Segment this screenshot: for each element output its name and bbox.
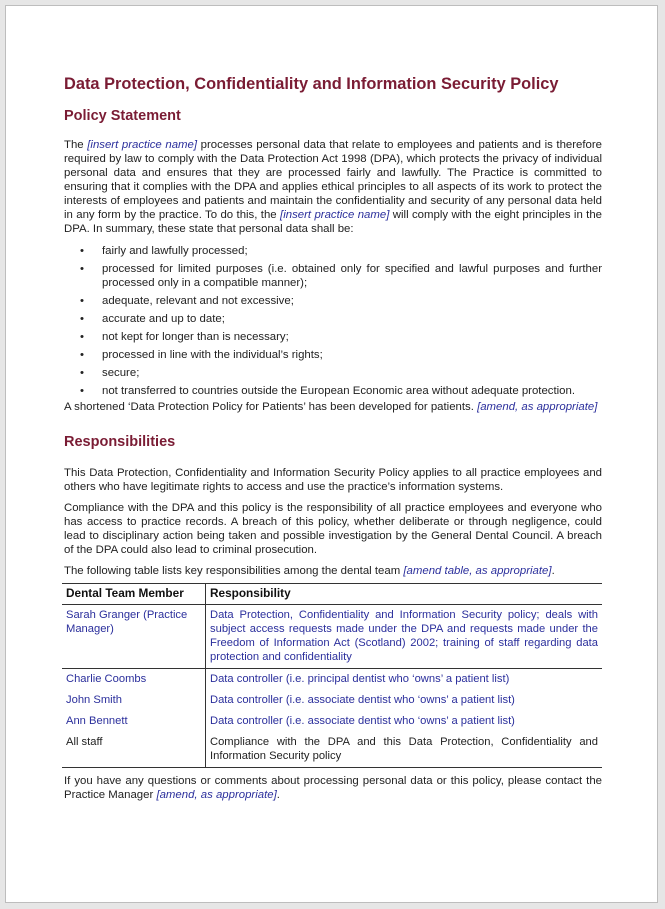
table-intro-paragraph: [64, 564, 602, 578]
member-cell: John Smith: [62, 690, 206, 711]
list-item: • processed for limited purposes (i.e. obtained only for specified and lawful purposes and further processed only in a compatible manner);: [102, 262, 602, 290]
closing-text: If you have any questions or comments about processing personal data or this policy, please contact the Practice Manager: [64, 775, 602, 801]
table-intro-text: The following table lists key responsibilities among the dental team: [64, 565, 404, 577]
period: .: [276, 789, 280, 801]
table-row: [62, 690, 602, 711]
list-item: • not transferred to countries outside the European Economic area without adequate protection.: [102, 384, 602, 398]
intro-text-2: processes personal data that relate to employees and patients and is therefore required by law to comply with the Data Protection Act 1998 (DPA), which protects the privacy of individual personal data and ensures that they are processed fairly and lawfully. The Practice is committed to ensuring that it complies with the DPA and applies ethical principles to all aspects of its work to protect the interests of employees and patients and maintain the confidentiality and security of any personal data held in any form by the practice. To do this, the: [64, 139, 602, 221]
responsibilities-paragraph-1: This Data Protection, Confidentiality and Information Security Policy applies to all practice employees and others who have legitimate rights to access and use the practice’s information systems.: [64, 467, 602, 493]
responsibility-cell: Data controller (i.e. associate dentist who ‘owns’ a patient list): [210, 694, 515, 706]
member-cell: Charlie Coombs: [62, 669, 206, 691]
responsibility-cell: Data controller (i.e. principal dentist who ‘owns’ a patient list): [210, 673, 510, 685]
list-item: • fairly and lawfully processed;: [102, 244, 602, 258]
shortened-policy-paragraph: [64, 400, 602, 414]
responsibilities-heading: Responsibilities: [64, 434, 176, 450]
document-title: Data Protection, Confidentiality and Information Security Policy: [64, 75, 559, 93]
amend-placeholder: [amend, as appropriate]: [156, 789, 277, 801]
table-header-row: [62, 584, 602, 605]
column-header-responsibility: Responsibility: [206, 584, 603, 605]
document-page: [5, 5, 658, 903]
list-item: • adequate, relevant and not excessive;: [102, 294, 602, 308]
practice-name-placeholder: [insert practice name]: [280, 209, 390, 221]
member-cell: All staff: [62, 732, 206, 768]
responsibilities-paragraph-2: Compliance with the DPA and this policy is the responsibility of all practice employees and everyone who has access to practice records. A breach of this policy, whether deliberate or through negligence, could lead to disciplinary action being taken and possible investigation by the General Dental Council. A breach of the DPA could also lead to criminal prosecution.: [64, 502, 602, 556]
list-item: • secure;: [102, 366, 602, 380]
responsibility-cell: Data controller (i.e. associate dentist who ‘owns’ a patient list): [210, 715, 515, 727]
table-row: [62, 732, 602, 768]
list-item: • processed in line with the individual’s rights;: [102, 348, 602, 362]
table-row: [62, 711, 602, 732]
list-item: • not kept for longer than is necessary;: [102, 330, 602, 344]
table-row: [62, 669, 602, 691]
policy-statement-heading: Policy Statement: [64, 108, 181, 124]
table-row: [62, 605, 602, 669]
responsibilities-table: [62, 583, 602, 768]
closing-paragraph: [64, 774, 602, 802]
period: .: [551, 565, 555, 577]
practice-name-placeholder: [insert practice name]: [87, 139, 198, 151]
shortened-text: A shortened ‘Data Protection Policy for Patients’ has been developed for patients.: [64, 401, 478, 413]
intro-paragraph: [64, 138, 602, 236]
document-content: [64, 72, 602, 802]
amend-placeholder: [amend table, as appropriate]: [403, 565, 552, 577]
intro-text-1: The: [64, 139, 88, 151]
column-header-member: Dental Team Member: [62, 584, 206, 605]
responsibility-cell: Compliance with the DPA and this Data Protection, Confidentiality and Information Security policy: [206, 732, 603, 768]
list-item: • accurate and up to date;: [102, 312, 602, 326]
amend-placeholder: [amend, as appropriate]: [477, 401, 598, 413]
principles-list: [64, 244, 602, 398]
responsibility-cell: Data Protection, Confidentiality and Information Security policy; deals with subject access requests made under the DPA and requests made under the Freedom of Information Act (Scotland) 2002; training of staff regarding data protection and confidentiality: [206, 605, 603, 669]
intro-text-3: will comply with the eight principles in the DPA. In summary, these state that personal data shall be:: [64, 209, 603, 235]
member-cell: Ann Bennett: [62, 711, 206, 732]
member-cell: Sarah Granger (Practice Manager): [62, 605, 206, 669]
